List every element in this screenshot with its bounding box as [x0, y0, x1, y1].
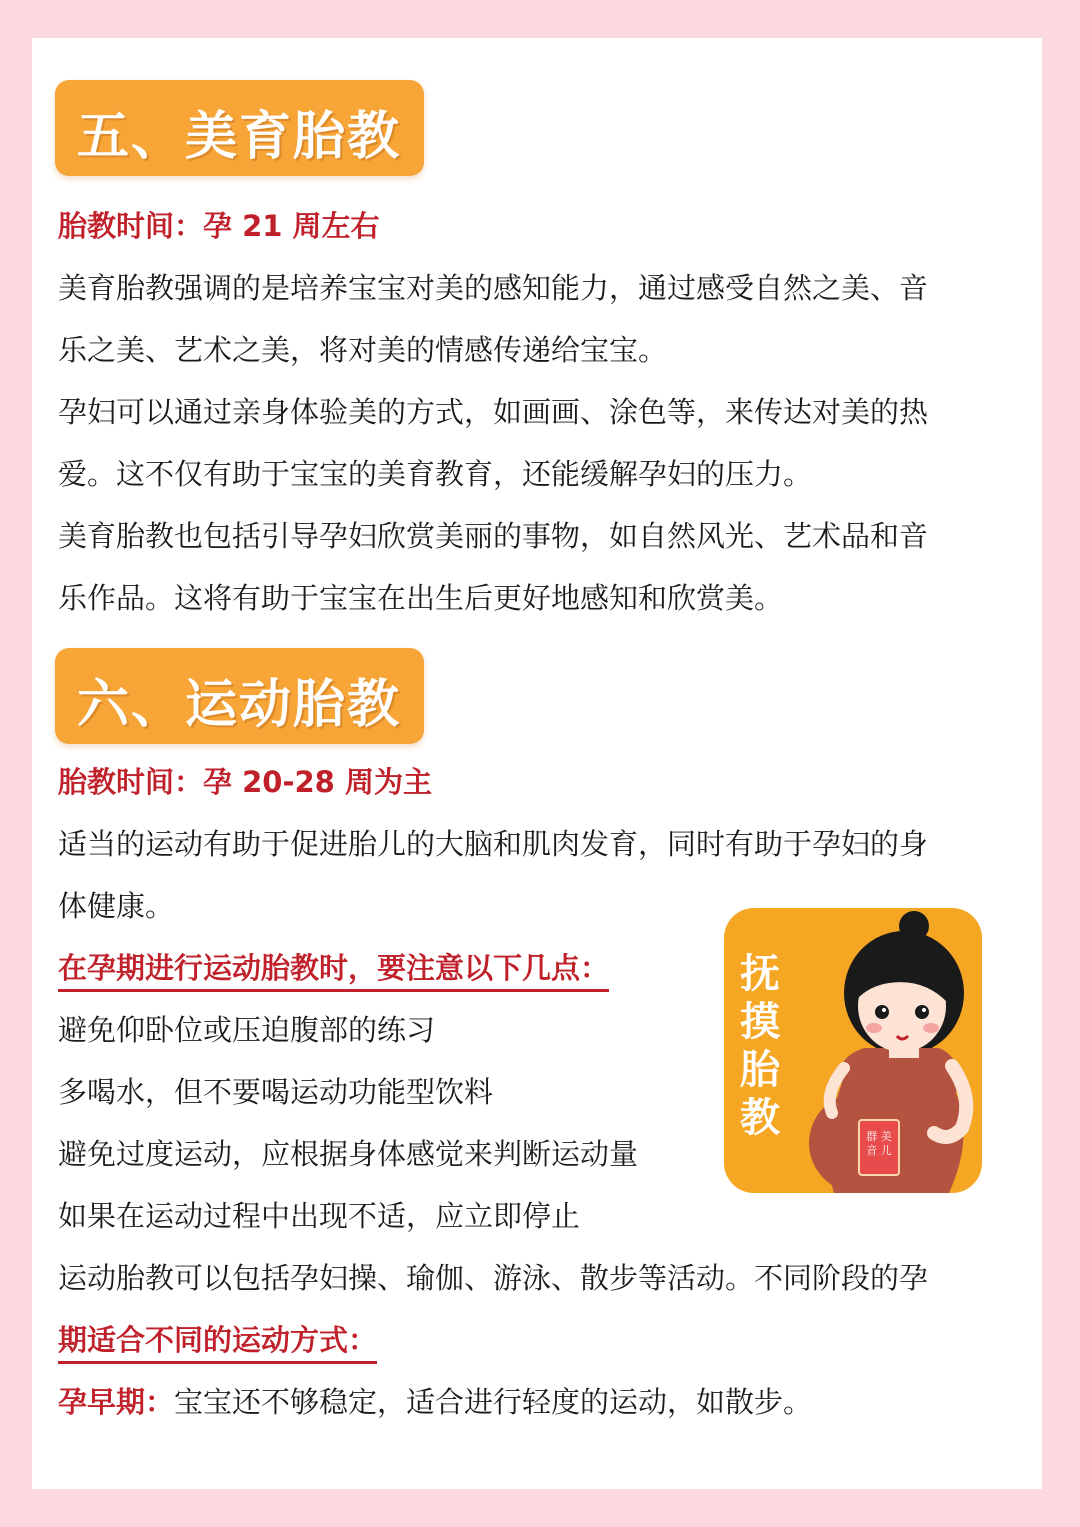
paragraph-line: 美育胎教强调的是培养宝宝对美的感知能力，通过感受自然之美、音: [58, 271, 929, 305]
section-time-6: 胎教时间：孕 20-28 周为主: [58, 765, 432, 799]
note-item: 如果在运动过程中出现不适，应立即停止: [58, 1199, 581, 1233]
note-item: 避免仰卧位或压迫腹部的练习: [58, 1013, 436, 1047]
section-heading-5: [55, 80, 424, 176]
illustration-caption: [738, 950, 782, 1142]
paragraph-line: 孕妇可以通过亲身体验美的方式，如画画、涂色等，来传达对美的热: [58, 395, 929, 429]
paragraph-line: 体健康。: [58, 889, 175, 923]
early-stage-label: 孕早期：: [58, 1385, 175, 1419]
summary-line: 运动胎教可以包括孕妇操、瑜伽、游泳、散步等活动。不同阶段的孕: [58, 1261, 929, 1295]
early-stage-text: 宝宝还不够稳定，适合进行轻度的运动，如散步。: [174, 1385, 813, 1419]
notes-heading: [58, 948, 609, 988]
section-title-5: 五、美育胎教: [77, 107, 402, 167]
paragraph-line: 适当的运动有助于促进胎儿的大脑和肌肉发育，同时有助于孕妇的身: [58, 827, 929, 861]
pregnant-woman-illustration: [724, 908, 982, 1193]
paragraph-line: 乐之美、艺术之美，将对美的情感传递给宝宝。: [58, 333, 668, 367]
section-heading-6: [55, 648, 424, 744]
section-time-5: 胎教时间：孕 21 周左右: [58, 209, 380, 243]
early-stage-line: [58, 1382, 812, 1422]
note-item: 多喝水，但不要喝运动功能型饮料: [58, 1075, 494, 1109]
paragraph-line: 乐作品。这将有助于宝宝在出生后更好地感知和欣赏美。: [58, 581, 784, 615]
note-item: 避免过度运动，应根据身体感觉来判断运动量: [58, 1137, 639, 1171]
paragraph-line: 爱。这不仅有助于宝宝的美育教育，还能缓解孕妇的压力。: [58, 457, 813, 491]
caption-char: 摸: [740, 999, 780, 1045]
section-title-6: 六、运动胎教: [77, 675, 402, 735]
summary-heading: [58, 1320, 377, 1360]
summary-heading-text: 期适合不同的运动方式：: [58, 1323, 377, 1364]
caption-char: 抚: [740, 951, 780, 997]
notes-heading-text: 在孕期进行运动胎教时，要注意以下几点：: [58, 951, 609, 992]
caption-char: 教: [740, 1095, 780, 1141]
caption-char: 胎: [740, 1047, 780, 1093]
book-label: 群 美 音 儿: [866, 1130, 892, 1157]
paragraph-line: 美育胎教也包括引导孕妇欣赏美丽的事物，如自然风光、艺术品和音: [58, 519, 929, 553]
